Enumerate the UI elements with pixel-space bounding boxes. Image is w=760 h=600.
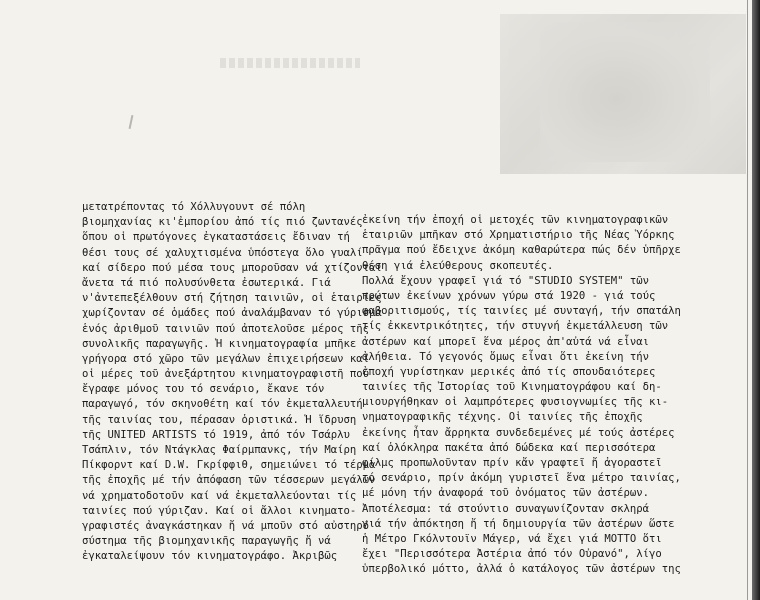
- text-line: ὅπου οἱ πρωτόγονες ἐγκαταστάσεις ἔδιναν τή: [82, 231, 350, 244]
- text-line: νηματογραφικῆς τέχνης. Οἱ ταινίες τῆς ἐποχῆς: [362, 411, 643, 424]
- text-line: καί ὁλόκληρα πακέτα ἀπό δώδεκα καί περισσότερα: [362, 441, 656, 454]
- left-text-column: [82, 200, 382, 565]
- text-line: ταινίες πού γύριζαν. Καί οἱ ἄλλοι κινηματο-: [82, 504, 357, 517]
- text-line: ἔχει "Περισσότερα Ἀστέρια ἀπό τόν Οὐρανό", λίγο: [362, 548, 662, 561]
- text-line: Πίκφορντ καί D.W. Γκρίφφιθ, σημειώνει τό τέρμα: [82, 459, 376, 472]
- text-line: γιά τήν ἀπόκτηση ἤ τή δημιουργία τῶν ἀστέρων ὥστε: [362, 517, 675, 530]
- text-line: ἑταιριῶν μπῆκαν στό Χρηματιστήριο τῆς Νέας Ὑόρκης: [362, 229, 675, 242]
- text-line: ἡ Μέτρο Γκόλντουϊν Μάγερ, νά ἔχει γιά ΜΟΤΤΟ ὅτι: [362, 532, 662, 545]
- bleed-through-mark: [129, 115, 134, 129]
- text-line: παραγωγό, τόν σκηνοθέτη καί τόν ἐκμεταλλευτή: [82, 398, 363, 411]
- text-line: ἐγκαταλείψουν τόν κινηματογράφο. Ἀκριβῶς: [82, 550, 338, 563]
- text-line: ἀλήθεια. Τό γεγονός ὅμως εἶναι ὅτι ἐκείνη τήν: [362, 350, 650, 363]
- text-line: φίλμς προπωλοῦνταν πρίν κἄν γραφτεῖ ἤ ἀγοραστεῖ: [362, 457, 662, 469]
- text-line: πρᾶγμα πού ἔδειχνε ἀκόμη καθαρώτερα πώς δέν ὑπῆρχε: [362, 244, 681, 257]
- text-line: θέσι τους σέ χαλυχτισμένα ὑπόστεγα ὅλο γυαλί: [82, 246, 363, 259]
- text-line: ἐκείνης ἦταν ἄρρηκτα συνδεδεμένες μέ τούς ἀστέρες: [362, 426, 675, 439]
- text-line: γρήγορα στό χῶρο τῶν μεγάλων ἐπιχειρήσεων καί: [82, 352, 370, 365]
- text-line: τῆς ταινίας του, πέρασαν ὁριστικά. Ἡ ἵδρυση: [82, 413, 357, 426]
- binding-edge: [752, 0, 760, 600]
- text-line: ταινίες τῆς Ἱστορίας τοῦ Κινηματογράφου καί δη-: [362, 381, 662, 394]
- faded-photograph: [500, 14, 746, 174]
- text-line: ν'ἀντεπεξέλθουν στή ζήτηση ταινιῶν, οἱ ἑταιρίες: [82, 292, 382, 305]
- text-line: ἐκείνη τήν ἐποχή οἱ μετοχές τῶν κινηματογραφικῶν: [362, 214, 669, 226]
- text-line: Τσάπλιν, τόν Ντάγκλας Φαίρμπανκς, τήν Μαίρη: [82, 444, 357, 456]
- text-line: νά χρηματοδοτοῦν καί νά ἐκμεταλλεύονται τίς: [82, 489, 357, 502]
- text-line: Ἀποτέλεσμα: τά στούντιο συναγωνίζονταν σκληρά: [362, 502, 650, 515]
- text-line: Πολλά ἔχουν γραφεῖ γιά τό "STUDIO SYSTEM" τῶν: [362, 274, 650, 287]
- text-line: καί σίδερο πού μέσα τους μποροῦσαν νά χτίζονται: [82, 261, 382, 274]
- text-line: φαβοριτισμούς, τίς ταινίες μέ συνταγή, τήν σπατάλη: [362, 305, 681, 318]
- text-line: συνολικῆς παραγωγῆς. Ἡ κινηματογραφία μπῆκε: [82, 337, 357, 350]
- text-line: τῆς UNITED ARTISTS τό 1919, ἀπό τόν Τσάρλυ: [82, 428, 350, 441]
- bleed-through-heading: [220, 58, 360, 68]
- text-line: πρώτων ἐκείνων χρόνων γύρω στά 1920 - γιά τούς: [362, 289, 656, 302]
- text-line: ἔγραφε μόνος του τό σενάριο, ἔκανε τόν: [82, 383, 325, 396]
- text-line: σύστημα τῆς βιομηχανικῆς παραγωγῆς ἤ νά: [82, 535, 331, 548]
- text-line: ὑπερβολικό μόττο, ἀλλά ὁ κατάλογος τῶν ἀστέρων της: [362, 563, 681, 576]
- right-text-column: [362, 213, 708, 578]
- text-line: θέση γιά ἐλεύθερους σκοπευτές.: [362, 259, 554, 272]
- text-line: οἱ μέρες τοῦ ἀνεξάρτητου κινηματογραφιστῆ πού: [82, 368, 370, 381]
- text-line: μέ μόνη τήν ἀναφορά τοῦ ὀνόματος τῶν ἀστέρων.: [362, 487, 650, 500]
- text-line: χωρίζονταν σέ ὁμάδες πού ἀναλάμβαναν τό γύρισμα: [82, 307, 382, 320]
- text-line: τό σενάριο, πρίν ἀκόμη γυριστεῖ ἕνα μέτρο ταινίας,: [362, 472, 681, 485]
- photo-shading: [540, 22, 710, 162]
- text-line: τίς ἐκκεντρικότητες, τήν στυγνή ἐκμετάλλευση τῶν: [362, 320, 669, 333]
- text-line: μετατρέποντας τό Χόλλυγουντ σέ πόλη: [82, 201, 306, 213]
- text-line: ἐποχή γυρίστηκαν μερικές ἀπό τίς σπουδαιότερες: [362, 365, 656, 378]
- text-line: μιουργήθηκαν οἱ λαμπρότερες φυσιογνωμίες τῆς κι-: [362, 396, 669, 409]
- text-line: βιομηχανίας κι'ἐμπορίου ἀπό τίς πιό ζωντανές: [82, 216, 363, 229]
- text-line: ἀστέρων καί μπορεῖ ἕνα μέρος ἀπ'αὐτά νά εἶναι: [362, 335, 650, 348]
- binding-line: [747, 0, 748, 600]
- text-line: ἑνός ἀριθμοῦ ταινιῶν πού ἀποτελοῦσε μέρος τῆς: [82, 322, 370, 335]
- text-line: ἄνετα τά πιό πολυσύνθετα ἐσωτερικά. Γιά: [82, 276, 331, 289]
- text-line: γραφιστές ἀναγκάστηκαν ἤ νά μποῦν στό αὐστηρό: [82, 519, 370, 532]
- text-line: τῆς ἐποχῆς μέ τήν ἀπόφαση τῶν τέσσερων μεγάλων: [82, 474, 376, 487]
